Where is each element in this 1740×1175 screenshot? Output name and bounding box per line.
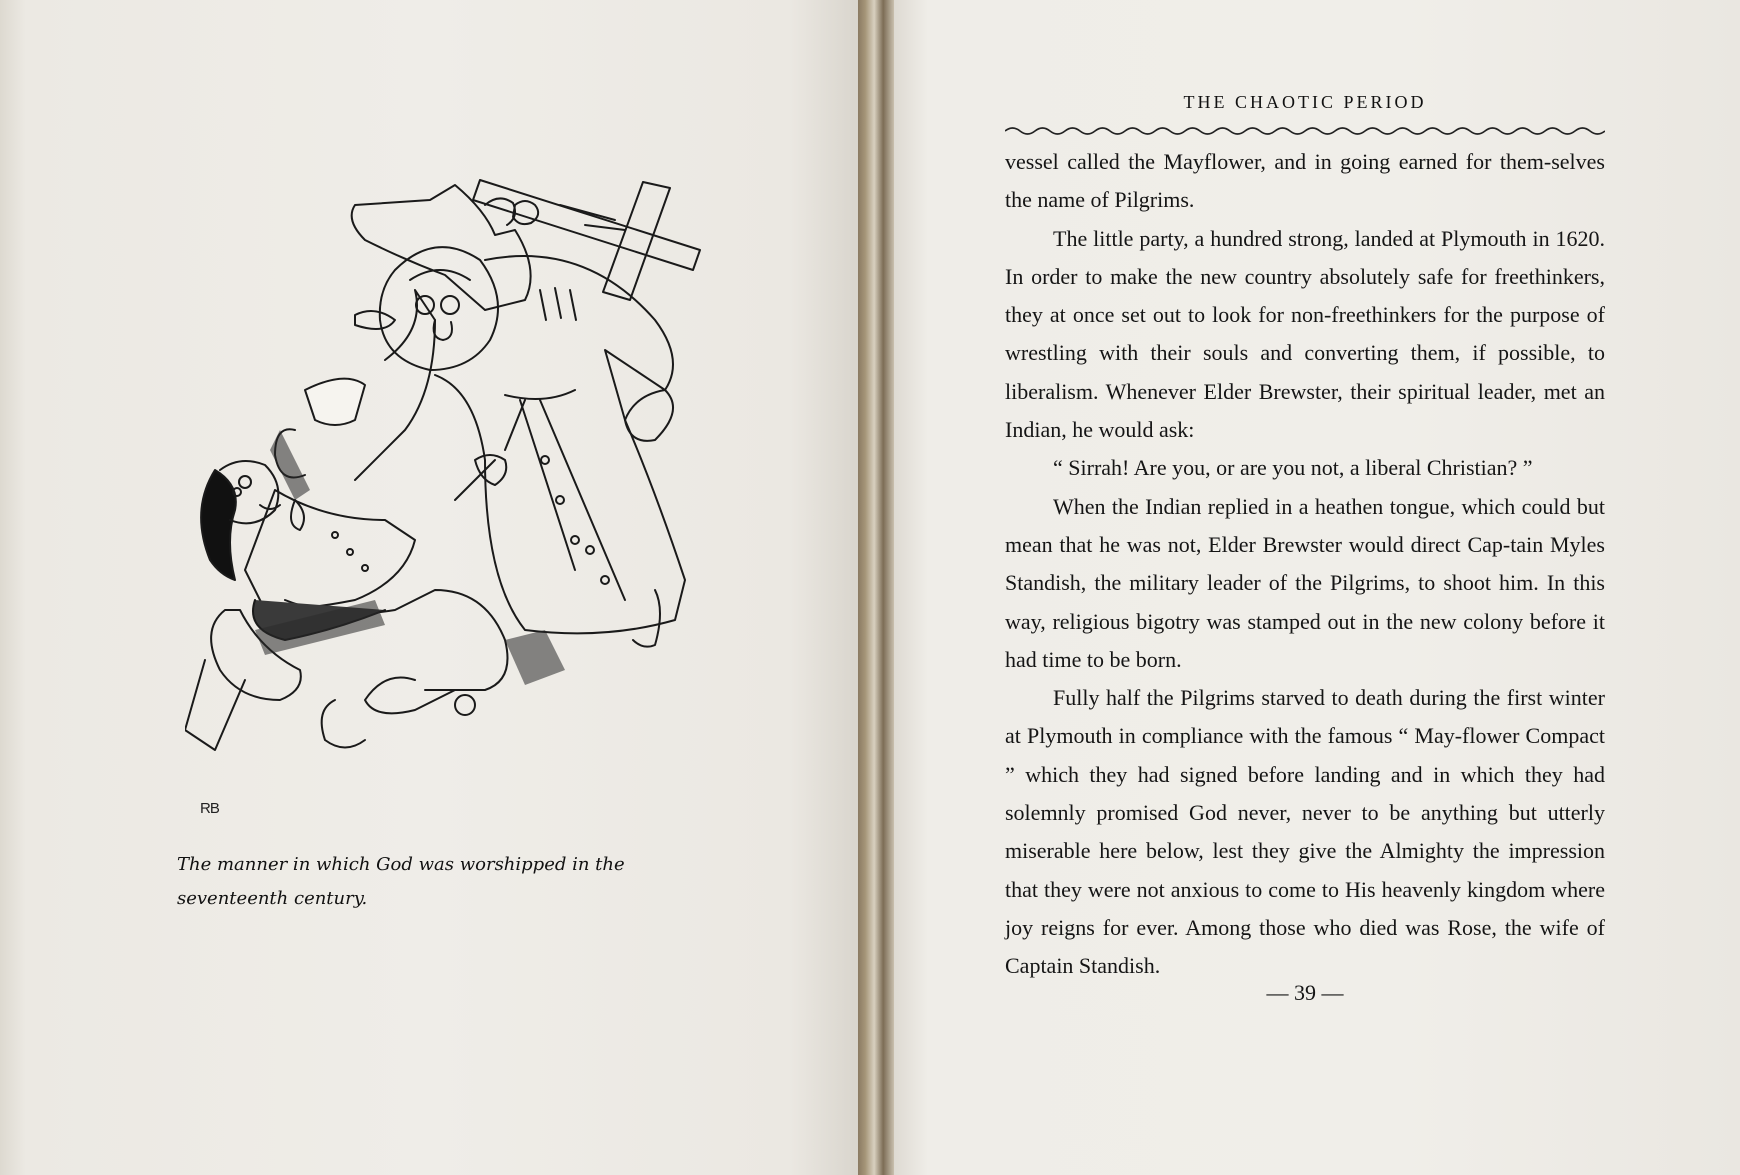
left-page bbox=[0, 0, 858, 1175]
body-text bbox=[1005, 143, 1605, 986]
illustration-caption: The manner in which God was worshipped in the seventeenth century. bbox=[177, 854, 625, 909]
wavy-rule bbox=[1005, 124, 1605, 138]
paragraph: vessel called the Mayflower, and in going earned for them-selves the name of Pilgrims. bbox=[1005, 149, 1605, 213]
paragraph: When the Indian replied in a heathen tongue, which could but mean that he was not, Elder Brewster would direct Cap-tain Myles Standish, the military leader of the Pilgrims, to shoot him. In this way, religious bigotry was stamped out in the new colony before it had time to be born. bbox=[1005, 493, 1605, 672]
paragraph: Fully half the Pilgrims starved to death during the first winter at Plymouth in compliance with the famous “ May-flower Compact ” which they had signed before landing and in which they had solemnly promised God never, never to be anything but utterly miserable here below, lest they give the Almighty the impression that they were not anxious to come to His heavenly kingdom where joy reigns for ever. Among those who died was Rose, the wife of Captain Standish. bbox=[1005, 685, 1605, 979]
artist-signature: RB bbox=[200, 800, 219, 817]
running-head: THE CHAOTIC PERIOD bbox=[1183, 92, 1427, 112]
cartoon-illustration bbox=[185, 160, 765, 810]
paragraph: The little party, a hundred strong, landed at Plymouth in 1620. In order to make the new country absolutely safe for freethinkers, they at once set out to look for non-freethinkers for the purpose of wrestling with their souls and converting them, if possible, to liberalism. Whenever Elder Brewster, their spiritual leader, met an Indian, he would ask: bbox=[1005, 225, 1605, 443]
page-number: — 39 — bbox=[1266, 980, 1344, 1005]
paragraph: “ Sirrah! Are you, or are you not, a liberal Christian? ” bbox=[1053, 455, 1533, 481]
book-gutter bbox=[858, 0, 894, 1175]
crucifix-icon bbox=[473, 180, 700, 300]
